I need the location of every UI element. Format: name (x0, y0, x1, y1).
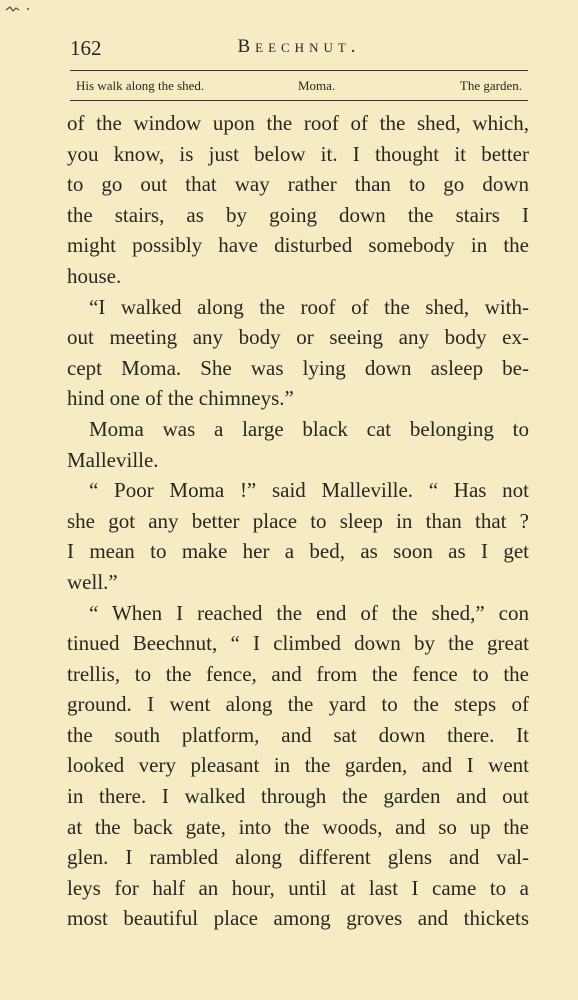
text-line: of the window upon the roof of the shed, which, (67, 111, 529, 135)
text-line: ground. I went along the yard to the steps of (67, 692, 529, 717)
text-line: the south platform, and sat down there. It (67, 722, 529, 747)
text-line: might possibly have disturbed somebody in the (67, 233, 529, 258)
text-line: “ When I reached the end of the shed,” con (89, 600, 529, 625)
running-head (70, 36, 528, 66)
text-line: Malleville. (67, 447, 159, 472)
text-line: at the back gate, into the woods, and so up the (67, 814, 529, 839)
running-title: Beechnut. (237, 36, 361, 57)
ink-mark (4, 4, 34, 14)
topic-line (76, 78, 522, 96)
text-line: trellis, to the fence, and from the fence to the (67, 661, 529, 686)
text-line: well.” (67, 569, 118, 594)
text-line: in there. I walked through the garden and out (67, 784, 529, 809)
text-line: she got any better place to sleep in than that ? (67, 508, 529, 533)
text-line: “I walked along the roof of the shed, with- (89, 294, 529, 319)
text-line: tinued Beechnut, “ I climbed down by the great (67, 631, 529, 656)
header-rule-top (70, 70, 528, 71)
text-line: glen. I rambled along different glens and val- (67, 845, 529, 870)
text-line: leys for half an hour, until at last I came to a (67, 875, 529, 900)
text-line: “ Poor Moma !” said Malleville. “ Has not (89, 478, 529, 503)
text-line: house. (67, 263, 122, 288)
topic-middle: Moma. (298, 78, 336, 93)
page-number: 162 (70, 36, 102, 60)
text-line: I mean to make her a bed, as soon as I get (67, 539, 529, 564)
header-rule-bottom (70, 100, 528, 101)
text-line: Moma was a large black cat belonging to (89, 416, 529, 441)
text-line: out meeting any body or seeing any body ex- (67, 325, 529, 350)
text-line: the stairs, as by going down the stairs I (67, 202, 529, 227)
body-text (67, 108, 529, 934)
topic-right: The garden. (459, 78, 522, 93)
text-line: most beautiful place among groves and thickets (67, 906, 529, 931)
text-line: looked very pleasant in the garden, and I went (67, 753, 529, 778)
topic-left: His walk along the shed. (76, 78, 205, 93)
text-line: cept Moma. She was lying down asleep be- (67, 355, 529, 380)
text-line: to go out that way rather than to go down (67, 172, 529, 197)
text-line: hind one of the chimneys.” (67, 386, 294, 411)
text-line: you know, is just below it. I thought it better (67, 141, 529, 166)
